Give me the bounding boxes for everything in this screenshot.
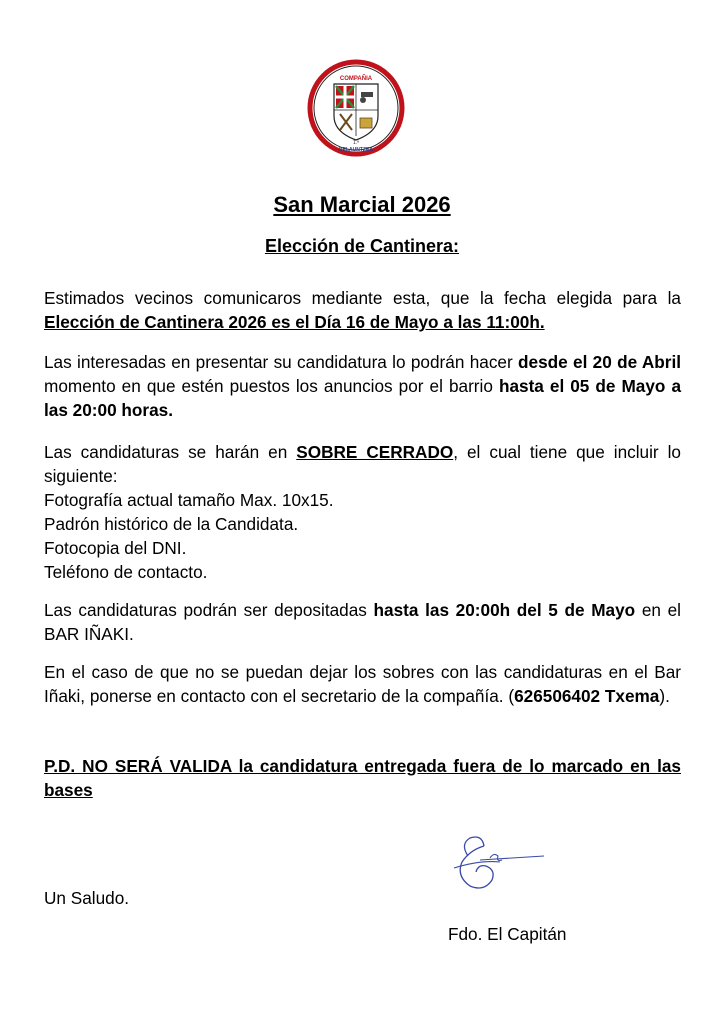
election-date: Elección de Cantinera 2026 es el Día 16 de Mayo a las 11:00h.: [44, 312, 545, 332]
paragraph-text: Las interesadas en presentar su candidatura lo podrán hacer: [44, 352, 513, 372]
logo-top-text: COMPAÑIA: [339, 76, 373, 82]
deposit-deadline: hasta las 20:00h del 5 de Mayo: [373, 600, 636, 620]
paragraph-text: Las candidaturas podrán ser depositadas: [44, 600, 367, 620]
logo-bottom-text: BELAUNTZEA: [339, 147, 373, 153]
paragraph-text: momento en que estén puestos los anuncios por el barrio: [44, 376, 493, 396]
paragraph-text: ).: [659, 686, 670, 706]
page-subtitle: Elección de Cantinera:: [264, 236, 460, 256]
list-item: Teléfono de contacto.: [44, 562, 208, 582]
paragraph-application: [44, 350, 681, 422]
postscript-text: P.D. NO SERÁ VALIDA la candidatura entregada fuera de lo marcado en las bases: [44, 756, 681, 800]
logo-number: 1.ª: [352, 140, 360, 146]
paragraph-text: Estimados vecinos comunicaros mediante esta, que la fecha elegida para la: [44, 288, 681, 308]
paragraph-contact: [44, 660, 681, 708]
company-emblem-logo: [306, 58, 406, 158]
list-item: Fotocopia del DNI.: [44, 538, 187, 558]
start-date: desde el 20 de Abril: [518, 352, 681, 372]
sealed-envelope: SOBRE CERRADO: [296, 442, 454, 462]
postscript: [44, 754, 681, 802]
closing-greeting: Un Saludo.: [44, 888, 130, 908]
paragraph-text: En el caso de que no se puedan dejar los sobres con las candidaturas en el Bar Iñaki, ponerse en contacto con el secretario de la compañía. (: [44, 662, 681, 706]
list-item: Fotografía actual tamaño Max. 10x15.: [44, 490, 334, 510]
paragraph-text: Las candidaturas se harán en: [44, 442, 288, 462]
paragraph-date: [44, 286, 681, 334]
signature-line: Fdo. El Capitán: [448, 924, 567, 944]
handwritten-signature: [440, 826, 550, 896]
page-title: San Marcial 2026: [273, 192, 451, 217]
end-date: hasta el 05 de Mayo a las 20:00 horas.: [44, 376, 682, 420]
paragraph-text: , el cual tiene que incluir lo siguiente:: [44, 442, 681, 486]
paragraph-text: en el BAR IÑAKI.: [44, 600, 681, 644]
contact-phone: 626506402 Txema: [514, 686, 660, 706]
paragraph-requirements: [44, 440, 681, 584]
list-item: Padrón histórico de la Candidata.: [44, 514, 299, 534]
paragraph-deposit: [44, 598, 681, 646]
